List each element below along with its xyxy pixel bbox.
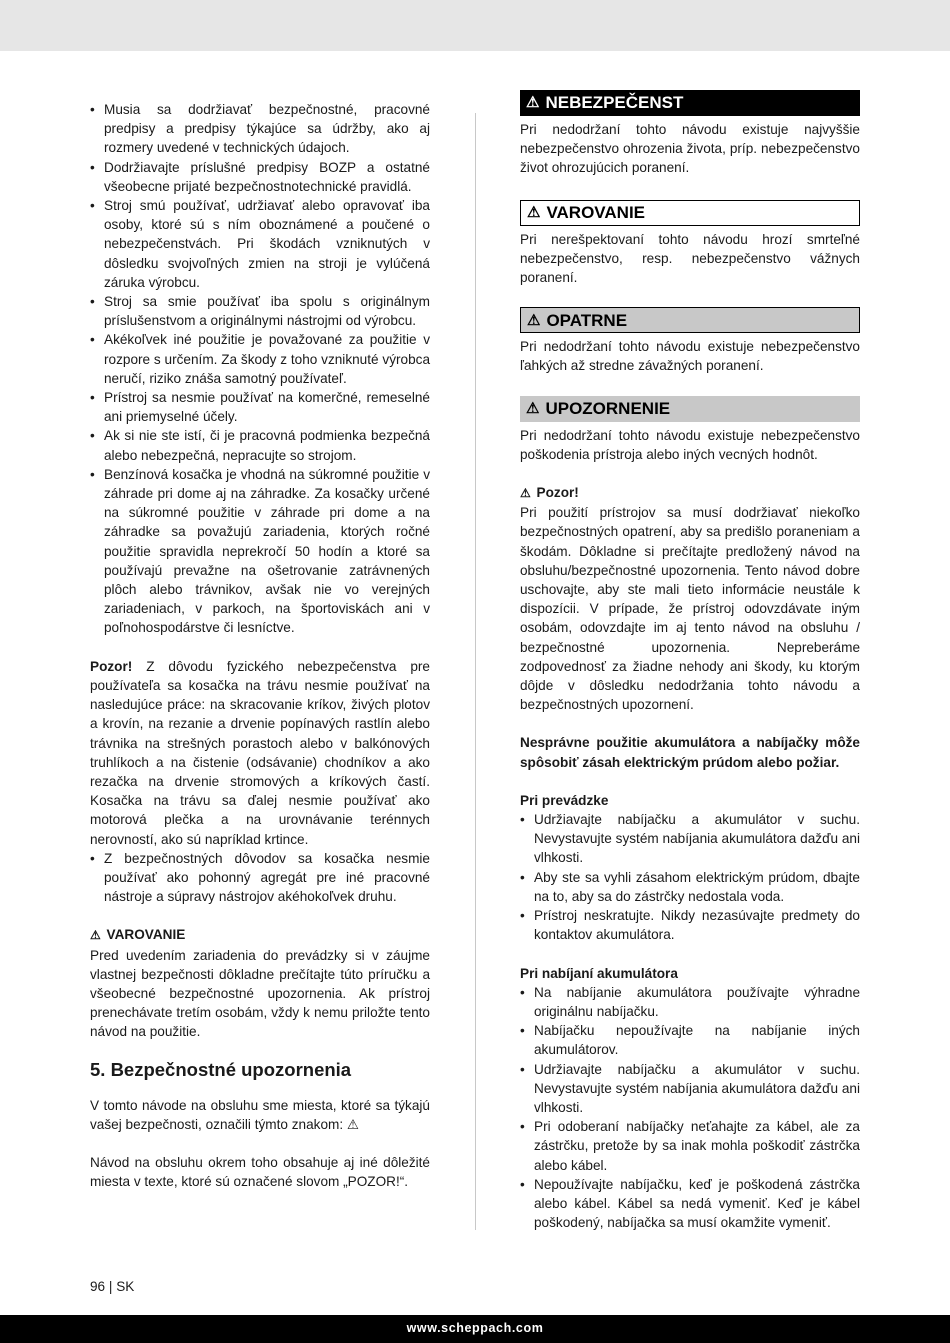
varovanie-text: Pred uvedením zariadenia do prevádzky si v záujme vlastnej bezpečnosti dôkladne prečítajte túto príručku a všeobecné bezpečnostné upozornenia. Ak prístroj prenechávate tretím osobám, vždy k nemu priložte tento návod na použitie. (90, 947, 430, 1040)
list-item: • Prístroj neskratujte. Nikdy nezasúvajte predmety do kontaktov akumulátora. (520, 906, 860, 944)
danger-title: NEBEZPEČENST (545, 93, 684, 113)
charging-heading: Pri nabíjaní akumulátora (520, 965, 678, 981)
pozor-paragraph (90, 657, 430, 849)
list-item: • Udržiavajte nabíjačku a akumulátor v suchu. Nevystavujte systém nabíjania akumulátora dažďu ani vlhkosti. (520, 1060, 860, 1118)
warning-triangle-icon: ⚠ (527, 311, 541, 329)
list-item: • Stroj sa smie používať iba spolu s originálnym príslušenstvom a originálnymi nástrojmi od výrobcu. (90, 292, 430, 330)
varovanie-heading (90, 925, 430, 945)
list-item: • Nabíjačku nepoužívajte na nabíjanie iných akumulátorov. (520, 1021, 860, 1059)
warning-triangle-icon: ⚠ (526, 94, 540, 112)
warning-triangle-icon: ⚠ (90, 928, 101, 943)
caution-title: OPATRNE (546, 310, 628, 330)
list-item: • Ak si nie ste istí, či je pracovná podmienka bezpečná alebo nebezpečná, nepracujte so strojom. (90, 426, 430, 464)
pozor-text: Pri použití prístrojov sa musí dodržiavať niekoľko bezpečnostných opatrení, aby sa predišlo poraneniam a škodám. Dôkladne si prečítajte predložený návod na obsluhu/bezpečnostné upozornenia. Tento návod dobre uschovajte, aby ste mali tieto informácie neustále k dispozícii. V prípade, že prístroj odovzdávate iným osobám, odovzdajte im aj tento návod na obsluhu / bezpečnostné upozornenia. Nepreberáme zodpovednosť za žiadne nehody ani škody, ku ktorým dôjde v dôsledku nedodržania tohto návodu a bezpečnostných upozornení. (520, 505, 860, 713)
top-gray-bar (0, 0, 950, 51)
list-item: • Aby ste sa vyhli zásahom elektrickým prúdom, dbajte na to, aby sa do zástrčky nedostala voda. (520, 868, 860, 906)
list-item: • Na nabíjanie akumulátora používajte výhradne originálnu nabíjačku. (520, 983, 860, 1021)
warning-triangle-icon: ⚠ (527, 204, 541, 221)
list-item: • Pri odoberaní nabíjačky neťahajte za kábel, ale za zástrčku, pretože by sa inak mohla poškodiť zástrčka alebo kábel. (520, 1117, 860, 1175)
safety-list-2 (90, 849, 430, 907)
list-item: • Akékoľvek iné použitie je považované za použitie v rozpore s určením. Za škody z toho vzniknuté výrobca neručí, riziko znáša samotný používateľ. (90, 330, 430, 388)
charging-list (520, 983, 860, 1233)
warning-triangle-icon: ⚠ (526, 400, 540, 418)
section-title: 5. Bezpečnostné upozornenia (90, 1058, 352, 1080)
intro-paragraph-1: V tomto návode na obsluhu sme miesta, ktoré sa týkajú vašej bezpečnosti, označili týmto znakom: ⚠ (90, 1097, 430, 1132)
danger-text: Pri nedodržaní tohto návodu existuje najvyššie nebezpečenstvo ohrozenia života, príp. nebezpečenstvo život ohrozujúcich poranení. (520, 122, 860, 176)
battery-warning: Nesprávne použitie akumulátora a nabíjačky môže spôsobiť zásah elektrickým prúdom alebo požiar. (520, 735, 860, 770)
warning-box (520, 200, 860, 226)
page-number: 96 | SK (90, 1279, 135, 1294)
right-column (520, 90, 860, 1232)
list-item: • Prístroj sa nesmie používať na komerčné, remeselné ani priemyselné účely. (90, 388, 430, 426)
list-item: • Nepoužívajte nabíjačku, keď je poškodená zástrčka alebo kábel. Kábel sa nedá vymeniť. Keď je kábel poškodený, nabíjačka sa musí okamžite vymeniť. (520, 1175, 860, 1233)
list-item: • Dodržiavajte príslušné predpisy BOZP a ostatné všeobecne prijaté bezpečnostnotechnické pravidlá. (90, 158, 430, 196)
notice-text: Pri nedodržaní tohto návodu existuje nebezpečenstvo poškodenia prístroja alebo iných vecných hodnôt. (520, 427, 860, 462)
list-item: • Benzínová kosačka je vhodná na súkromné použitie v záhrade pri dome aj na záhradke. Za kosačky určené na súkromné použitie v záhrade pri dome a na záhradke sa považujú zariadenia, ktorých ročné použitie spravidla neprekročí 50 hodín a ktoré sa používajú prevažne na ošetrovanie zatrávnených plôch alebo trávnikov, avšak nie vo verejných zariadeniach, v parkoch, na športoviskách ani v poľnohospodárstve či lesníctve. (90, 465, 430, 638)
notice-title: UPOZORNENIE (545, 399, 671, 419)
operation-list (520, 810, 860, 944)
left-column (90, 100, 430, 1191)
column-divider (475, 113, 476, 1230)
footer-url[interactable]: www.scheppach.com (406, 1321, 544, 1336)
warning-text: Pri nerešpektovaní tohto návodu hrozí smrteľné nebezpečenstvo, resp. nebezpečenstvo vážnych poranení. (520, 231, 860, 286)
pozor-label: Pozor! (90, 658, 133, 674)
pozor-text: Z dôvodu fyzického nebezpečenstva pre používateľa sa kosačka na trávu nesmie používať na nasledujúce práce: na skracovanie kríkov, živých plotov a krovín, na rezanie a drvenie popínavých rastlín alebo trávnika na strešných porastoch alebo v balkónových truhlíkoch a na čistenie (odsávanie) chodníkov a ako rezačka na drvenie stromových a kríkových častí. Kosačka na trávu sa ďalej nesmie používať ako motorová plečka a na urovnávanie terénnych nerovností, ako sú napríklad krtince. (90, 658, 430, 847)
list-item: • Udržiavajte nabíjačku a akumulátor v suchu. Nevystavujte systém nabíjania akumulátora dažďu ani vlhkosti. (520, 810, 860, 868)
list-item: • Musia sa dodržiavať bezpečnostné, pracovné predpisy a predpisy týkajúce sa údržby, ako aj rozmery uvedené v technických údajoch. (90, 100, 430, 158)
caution-text: Pri nedodržaní tohto návodu existuje nebezpečenstvo ľahkých až stredne závažných poranení. (520, 339, 860, 374)
intro-paragraph-2: Návod na obsluhu okrem toho obsahuje aj iné dôležité miesta v texte, ktoré sú označené slovom „POZOR!“. (90, 1154, 430, 1190)
safety-list-1 (90, 100, 430, 638)
operation-heading: Pri prevádzke (520, 792, 609, 808)
varovanie-title: VAROVANIE (106, 927, 186, 943)
danger-box (520, 90, 860, 116)
notice-box (520, 396, 860, 422)
list-item: • Z bezpečnostných dôvodov sa kosačka nesmie používať ako pohonný agregát pre iné pracovné nástroje a súpravy nástrojov akéhokoľvek druhu. (90, 849, 430, 907)
caution-box (520, 307, 860, 333)
warning-title: VAROVANIE (546, 203, 645, 222)
pozor-title: Pozor! (536, 485, 579, 501)
footer-bar (0, 1315, 950, 1343)
pozor-heading (520, 483, 860, 503)
list-item: • Stroj smú používať, udržiavať alebo opravovať iba osoby, ktoré sú s ním oboznámené a poučené o nebezpečenstvách. Pri škodách vzniknutých v dôsledku svojvoľných zmien na stroji je vylúčená záruka výrobcu. (90, 196, 430, 292)
warning-triangle-icon: ⚠ (520, 486, 531, 501)
